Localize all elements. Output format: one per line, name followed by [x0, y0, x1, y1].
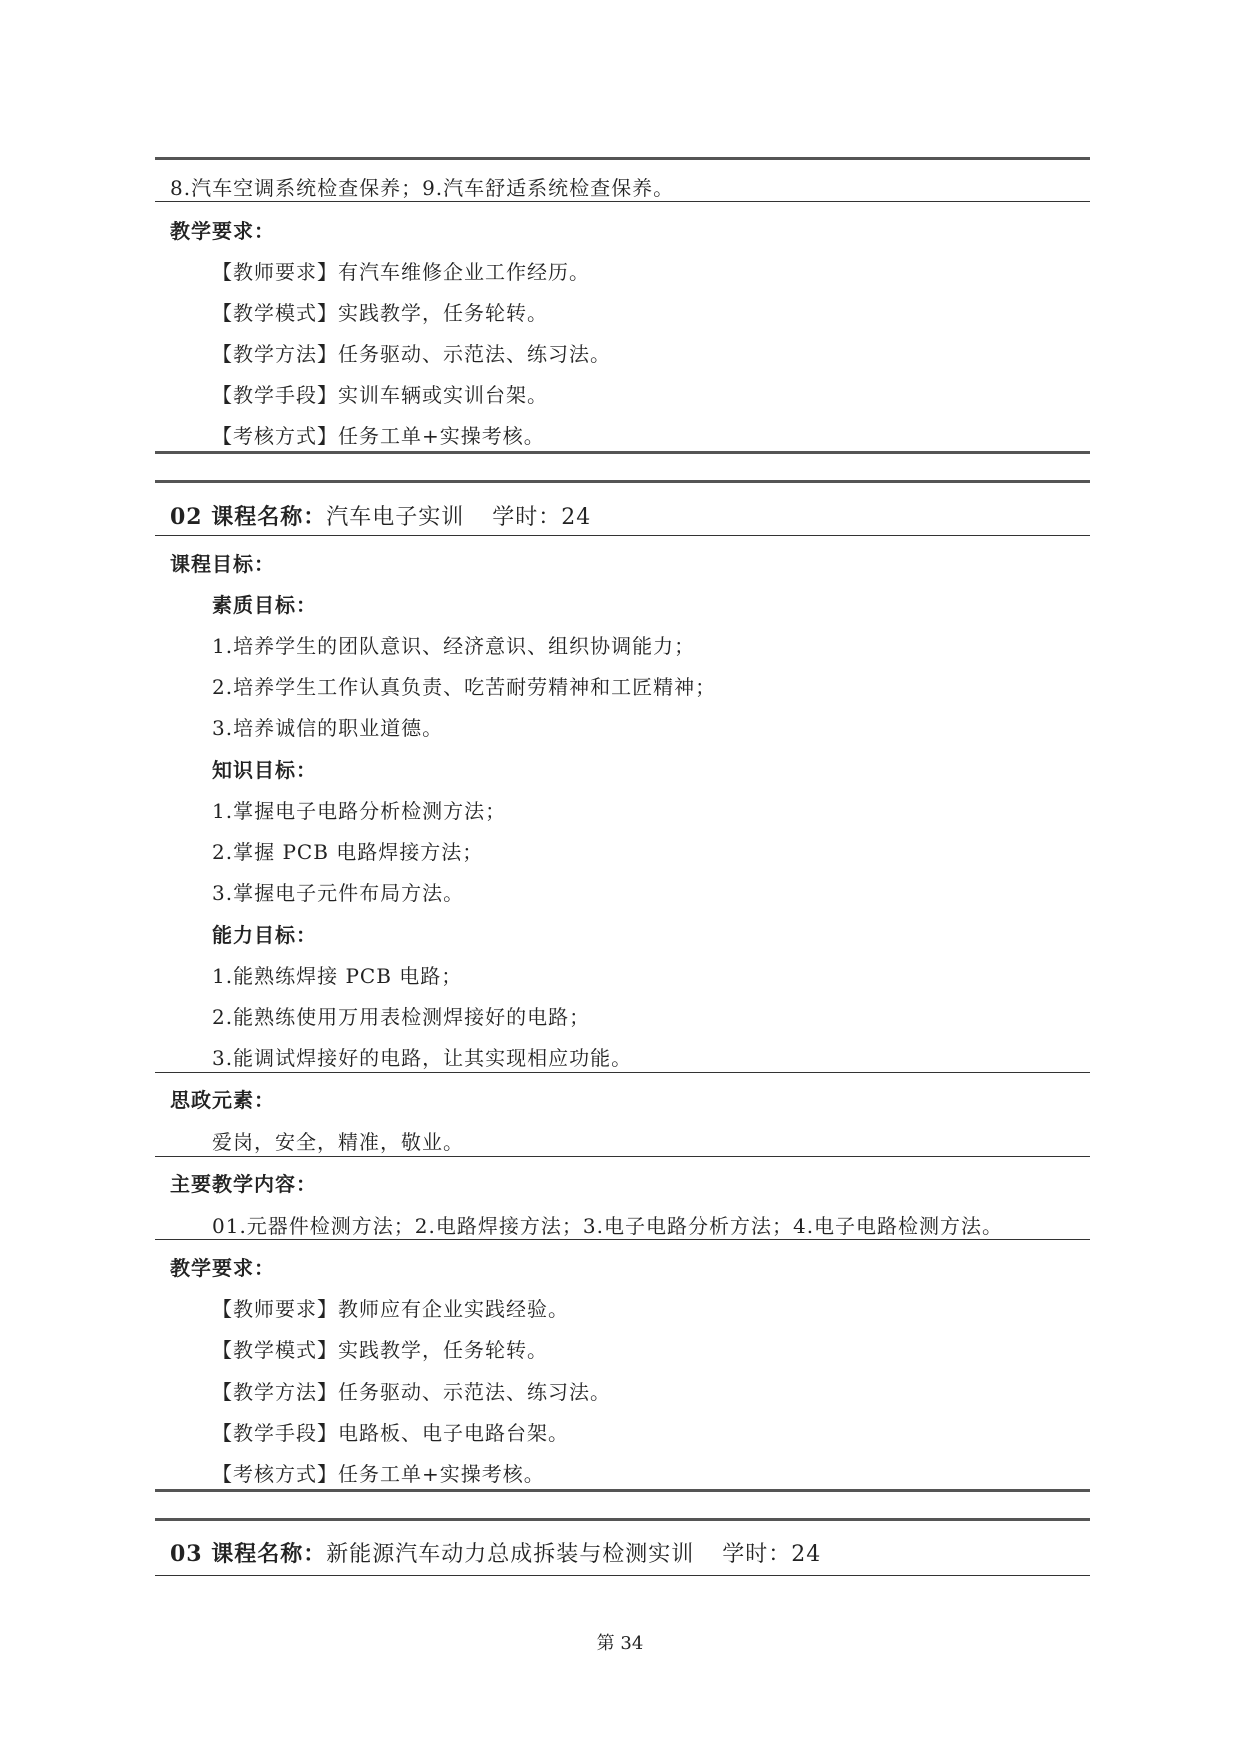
goal-item: 3.掌握电子元件布局方法。 [212, 881, 465, 905]
goal-item: 1.培养学生的团队意识、经济意识、组织协调能力； [212, 634, 696, 658]
course-number-label: 03 课程名称： [170, 1541, 327, 1567]
goal-item: 1.能熟练焊接 PCB 电路； [212, 964, 463, 988]
section-heading: 教学要求： [170, 1256, 275, 1280]
course-title [170, 1541, 821, 1568]
section-heading: 思政元素： [170, 1088, 275, 1112]
course-hours: 学时：24 [722, 1542, 822, 1567]
requirement-item: 【教学模式】实践教学，任务轮转。 [212, 1338, 548, 1362]
rule [155, 451, 1090, 454]
rule [155, 1156, 1090, 1157]
content-line: 8.汽车空调系统检查保养；9.汽车舒适系统检查保养。 [170, 176, 675, 200]
rule [155, 201, 1090, 202]
page-number: 第 34 [596, 1633, 644, 1654]
rule [155, 1518, 1090, 1521]
goal-item: 3.培养诚信的职业道德。 [212, 716, 444, 740]
requirement-item: 【教学方法】任务驱动、示范法、练习法。 [212, 342, 611, 366]
goal-item: 2.掌握 PCB 电路焊接方法； [212, 840, 484, 864]
course-title [170, 504, 591, 531]
goal-item: 1.掌握电子电路分析检测方法； [212, 799, 507, 823]
requirement-item: 【考核方式】任务工单+实操考核。 [212, 424, 545, 448]
section-heading: 课程目标： [170, 552, 275, 576]
rule [155, 480, 1090, 483]
rule [155, 157, 1090, 160]
section-heading: 教学要求： [170, 219, 275, 243]
ideo-text: 爱岗，安全，精准，敬业。 [212, 1130, 464, 1154]
goal-item: 2.培养学生工作认真负责、吃苦耐劳精神和工匠精神； [212, 675, 717, 699]
course-number-label: 02 课程名称： [170, 504, 327, 530]
sub-heading: 能力目标： [212, 923, 317, 947]
course-name: 新能源汽车动力总成拆装与检测实训 [326, 1542, 695, 1567]
rule [155, 1072, 1090, 1073]
course-hours: 学时：24 [492, 505, 592, 530]
requirement-item: 【教学手段】实训车辆或实训台架。 [212, 383, 548, 407]
sub-heading: 素质目标： [212, 593, 317, 617]
section-heading: 主要教学内容： [170, 1172, 317, 1196]
requirement-item: 【考核方式】任务工单+实操考核。 [212, 1462, 545, 1486]
requirement-item: 【教师要求】有汽车维修企业工作经历。 [212, 260, 590, 284]
requirement-item: 【教学模式】实践教学，任务轮转。 [212, 301, 548, 325]
rule [155, 1575, 1090, 1576]
rule [155, 535, 1090, 536]
course-name: 汽车电子实训 [326, 505, 465, 530]
requirement-item: 【教师要求】教师应有企业实践经验。 [212, 1297, 569, 1321]
sub-heading: 知识目标： [212, 758, 317, 782]
goal-item: 2.能熟练使用万用表检测焊接好的电路； [212, 1005, 591, 1029]
rule [155, 1489, 1090, 1492]
content-text: 01.元器件检测方法；2.电路焊接方法；3.电子电路分析方法；4.电子电路检测方法。 [212, 1214, 1004, 1238]
requirement-item: 【教学方法】任务驱动、示范法、练习法。 [212, 1380, 611, 1404]
goal-item: 3.能调试焊接好的电路，让其实现相应功能。 [212, 1046, 633, 1070]
requirement-item: 【教学手段】电路板、电子电路台架。 [212, 1421, 569, 1445]
rule [155, 1239, 1090, 1240]
